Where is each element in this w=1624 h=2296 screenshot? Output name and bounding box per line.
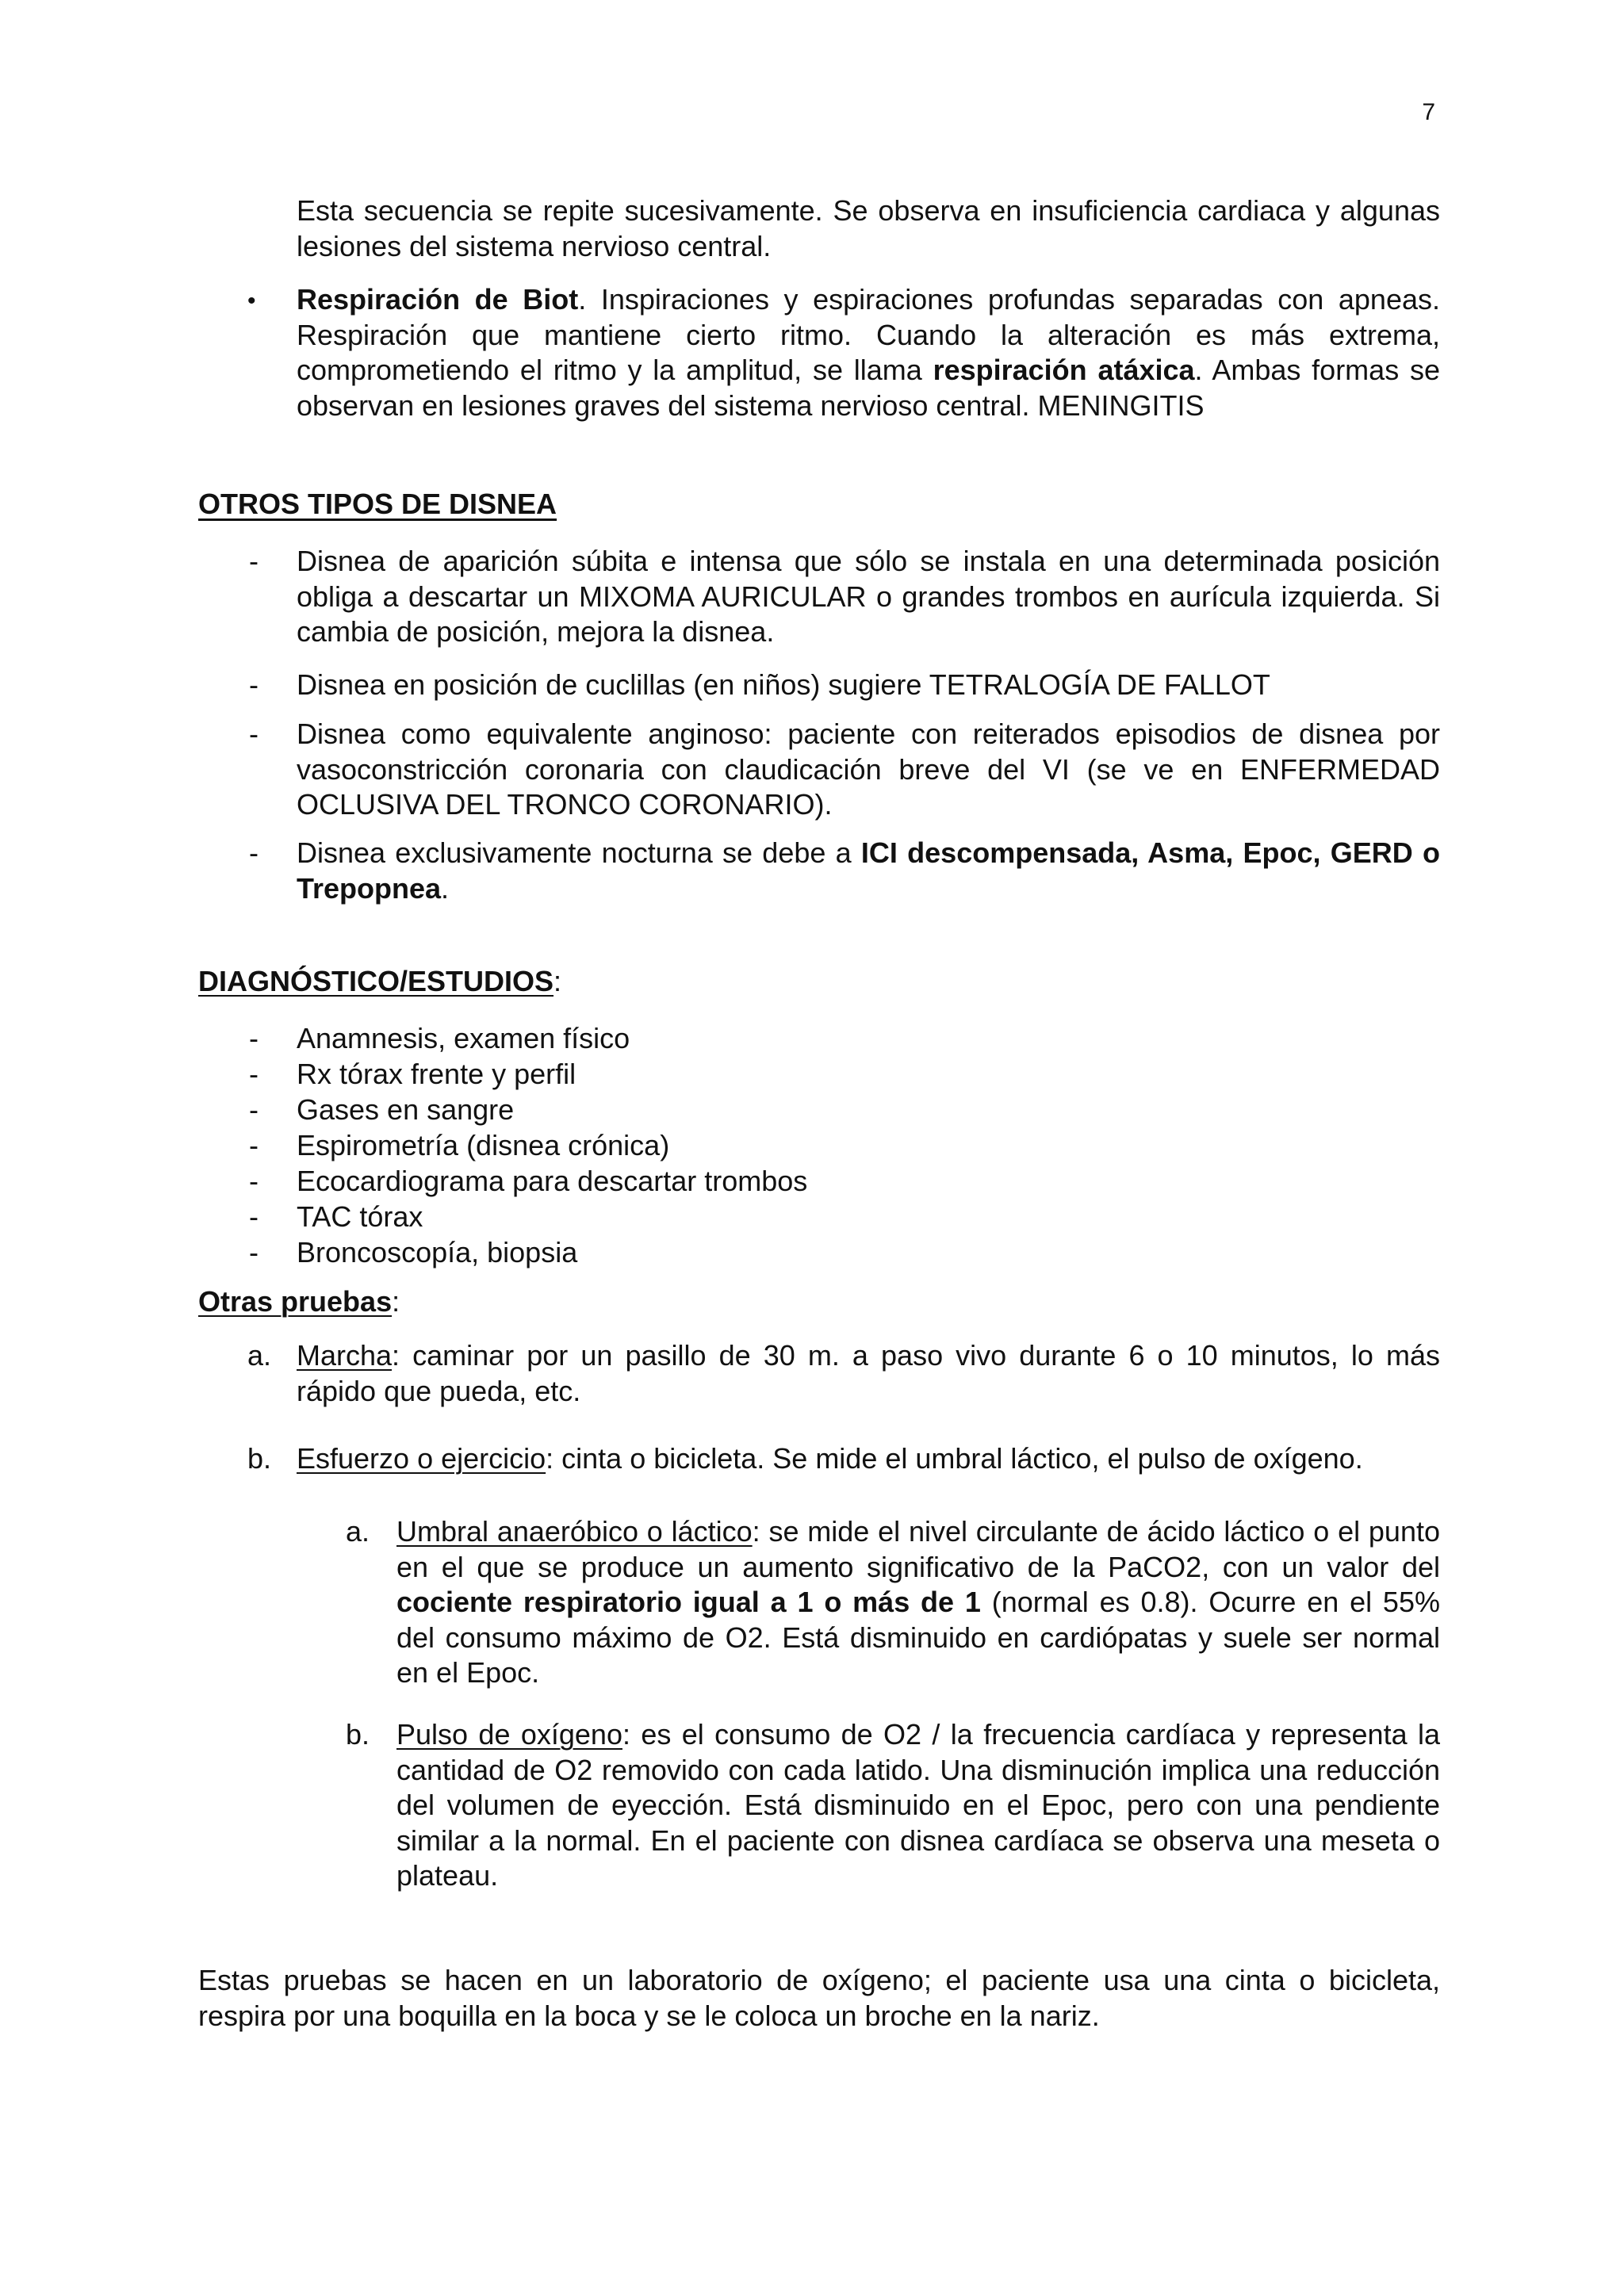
cheyne-stokes-continuation: Esta secuencia se repite sucesivamente. Se observa en insuficiencia cardiaca y algunas lesiones del sistema nervioso central. — [297, 194, 1440, 262]
biot-term: Respiración de Biot — [297, 283, 579, 316]
page-number: 7 — [1422, 99, 1435, 125]
bullet-marker: • — [247, 288, 256, 314]
closing-paragraph: Estas pruebas se hacen en un laboratorio de oxígeno; el paciente usa una cinta o bicicleta, respira por una boquilla en la boca y se le coloca un broche en la nariz. — [198, 1964, 1440, 2032]
ataxic-term: respiración atáxica — [933, 354, 1195, 386]
biot-paragraph: Respiración de Biot. Inspiraciones y espiraciones profundas separadas con apneas. Respiración que mantiene cierto ritmo. Cuando la alteración es más extrema, comprometiendo el ritmo y la amplitud, se llama respiración atáxica. Ambas formas se observan en lesiones graves del sistema nervioso central. MENINGITIS — [297, 283, 1441, 422]
heading-otros-tipos: OTROS TIPOS DE DISNEA — [198, 488, 557, 520]
heading-diagnostico: DIAGNÓSTICO/ESTUDIOS: — [198, 965, 562, 997]
heading-otras-pruebas: Otras pruebas: — [198, 1285, 400, 1318]
